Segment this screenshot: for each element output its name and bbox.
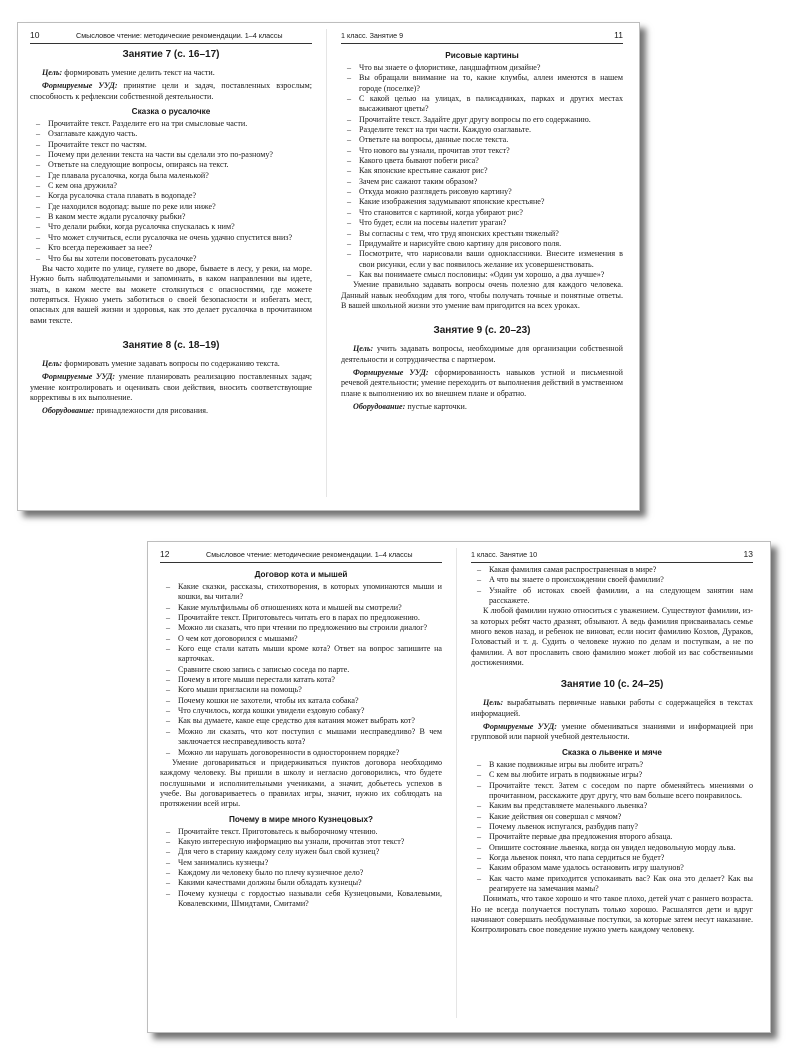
question-item: – Узнайте об истоках своей фамилии, а на следующем занятии нам расскажете.: [471, 586, 753, 607]
question-item: – Когда русалочка стала плавать в водопаде?: [30, 191, 312, 201]
question-item: – Можно ли сказать, что при чтении по предложению вы строили диалог?: [160, 623, 442, 633]
question-item: – Почему при делении текста на части вы сделали это по-разному?: [30, 150, 312, 160]
uud-text: умение планировать реализацию поставленных задач; умение контролировать и оценивать свои действия, вносить соответствующие коррективы в их выполнение.: [30, 372, 313, 402]
gutter: [456, 548, 457, 1018]
question-item: – Как японские крестьяне сажают рис?: [341, 166, 623, 176]
question-item: – Зачем рис сажают таким образом?: [341, 177, 623, 187]
book-spread-pages-10-11: [17, 22, 640, 511]
question-item: – Какие изображения задумывают японские крестьяне?: [341, 197, 623, 207]
equipment-label: Оборудование:: [353, 401, 406, 411]
question-list: [471, 760, 753, 894]
page-header: [341, 30, 623, 44]
question-item: – Прочитайте текст по частям.: [30, 140, 312, 150]
question-item: – Что бы вы хотели посоветовать русалочке?: [30, 254, 312, 264]
question-item: – Разделите текст на три части. Каждую озаглавьте.: [341, 125, 623, 135]
question-item: – Можно ли сказать, что кот поступил с мышами несправедливо? В чем заключается несправедливость кота?: [160, 727, 442, 748]
question-item: – Кто всегда переживает за нее?: [30, 243, 312, 253]
page-header: [160, 549, 442, 563]
page-content: [30, 46, 312, 417]
lesson-title: Занятие 8 (с. 18–19): [122, 339, 220, 351]
question-item: – Прочитайте текст. Затем с соседом по парте обменяйтесь мнениями о прочитанном, расскажите друг другу, что вам больше всего понравилось.: [471, 781, 753, 802]
question-list: [160, 827, 442, 910]
question-item: – Прочитайте текст. Приготовьтесь читать его в парах по предложению.: [160, 613, 442, 623]
story-title: Рисовые картины: [445, 51, 519, 60]
uud-text: сформированность навыков устной и письменной речевой деятельности; умение переходить от выполнения действий в умственном плане к выполнению их во внешнем плане и обратно.: [341, 367, 624, 398]
page-11: [329, 23, 635, 510]
uud-label: Формируемые УУД:: [353, 367, 429, 377]
question-item: – Что случилось, когда кошки увидели ездовую собаку?: [160, 706, 442, 716]
question-item: – Каждому ли человеку было по плечу кузнечное дело?: [160, 868, 442, 878]
uud-line: [341, 368, 623, 399]
question-item: – Придумайте и нарисуйте свою картину для рисового поля.: [341, 239, 623, 249]
question-item: – Прочитайте текст. Приготовьтесь к выборочному чтению.: [160, 827, 442, 837]
question-item: – Что становится с картиной, когда убирают рис?: [341, 208, 623, 218]
uud-line: [471, 722, 753, 743]
equipment-text: пустые карточки.: [405, 401, 467, 411]
question-item: – Вы согласны с тем, что труд японских крестьян тяжелый?: [341, 229, 623, 239]
question-item: – Кого мыши пригласили на помощь?: [160, 685, 442, 695]
question-item: – Какие мультфильмы об отношениях кота и мышей вы смотрели?: [160, 603, 442, 613]
equipment-line: [30, 406, 312, 416]
question-item: – Можно ли нарушать договоренности в одностороннем порядке?: [160, 748, 442, 758]
story-title: Почему в мире много Кузнецовых?: [228, 814, 374, 824]
paragraph: К любой фамилии нужно относиться с уважением. Существуют фамилии, из-за которых ребят часто дразнят, обзывают. А ведь фамилия присваивалась семье много веков назад, и ребенок не виноват, если носит фамилию Козлов, Дураков, Головастый и т. д. Судить о человеке нужно по делам и поступкам, а не по фамилии. А вот прославить свою фамилию может любой из вас собственными достижениями.: [471, 606, 753, 668]
goal-text: вырабатывать первичные навыки работы с содержащейся в текстах информацией.: [471, 698, 753, 718]
question-item: – В каком месте ждали русалочку рыбки?: [30, 212, 312, 222]
question-item: – Какая фамилия самая распространенная в мире?: [471, 565, 753, 575]
question-item: – Где плавала русалочка, когда была маленькой?: [30, 171, 312, 181]
question-item: – С кем она дружила?: [30, 181, 312, 191]
question-item: – Чем занимались кузнецы?: [160, 858, 442, 868]
question-item: – В какие подвижные игры вы любите играть?: [471, 760, 753, 770]
goal-label: Цель:: [42, 358, 63, 368]
page-13: [459, 542, 765, 1032]
question-item: – Что будет, если на посевы налетит ураган?: [341, 218, 623, 228]
page-content: [471, 565, 753, 936]
story-title: Сказка о львенке и мяче: [562, 747, 662, 757]
goal-line: [30, 68, 312, 78]
question-item: – Ответьте на вопросы, данные после текста.: [341, 135, 623, 145]
question-item: – Где находился водопад: выше по реке или ниже?: [30, 202, 312, 212]
question-item: – Каким образом маме удалось остановить игру шалунов?: [471, 863, 753, 873]
question-item: – Что делали рыбки, когда русалочка спускалась к ним?: [30, 222, 312, 232]
gutter: [326, 29, 327, 497]
goal-label: Цель:: [483, 698, 504, 708]
question-item: – Опишите состояние львенка, когда он увидел недовольную морду льва.: [471, 843, 753, 853]
lesson-title: Занятие 10 (с. 24–25): [560, 679, 664, 691]
story-title: Сказка о русалочке: [131, 107, 211, 117]
paragraph: Умение правильно задавать вопросы очень полезно для каждого человека. Данный навык необходим для того, чтобы получать точные и понятные ответы. В вашей школьной жизни это умение вам пригодится на всех уроках.: [341, 280, 623, 310]
uud-label: Формируемые УУД:: [483, 722, 557, 732]
question-item: – Озаглавьте каждую часть.: [30, 129, 312, 139]
page-number: 13: [743, 549, 753, 559]
question-item: – Почему кузнецы с гордостью называли себя Кузнецовыми, Ковалевыми, Ковалевскими, Шмидтами, Смитами?: [160, 889, 442, 910]
book-spread-pages-12-13: [147, 541, 771, 1033]
question-item: – Что вы знаете о флористике, ландшафтном дизайне?: [341, 63, 623, 73]
question-item: – Прочитайте текст. Задайте друг другу вопросы по его содержанию.: [341, 115, 623, 125]
page-12: [148, 542, 454, 1032]
question-item: – С кем вы любите играть в подвижные игры?: [471, 770, 753, 780]
goal-label: Цель:: [353, 344, 374, 354]
equipment-line: [341, 402, 623, 412]
goal-label: Цель:: [42, 68, 63, 77]
question-item: – Для чего в старину каждому селу нужен был свой кузнец?: [160, 847, 442, 857]
goal-line: [30, 359, 312, 369]
goal-line: [471, 698, 753, 719]
story-title: Договор кота и мышей: [254, 570, 348, 579]
question-item: – Когда львенок понял, что папа сердиться не будет?: [471, 853, 753, 863]
equipment-text: принадлежности для рисования.: [94, 406, 208, 416]
goal-text: учить задавать вопросы, необходимые для организации собственной деятельности и сотрудничества с партнером.: [341, 344, 623, 364]
running-title: 1 класс. Занятие 10: [471, 550, 538, 559]
question-list: [471, 565, 753, 606]
uud-line: [30, 372, 312, 403]
uud-text: умение обмениваться знаниями и информацией при групповой или парной учебной деятельности.: [471, 722, 754, 742]
uud-text: принятие цели и задач, поставленных взрослым; способность к рефлексии собственной деятельности.: [30, 81, 312, 101]
page-number: 11: [614, 30, 623, 40]
question-item: – Какими качествами должны были обладать кузнецы?: [160, 878, 442, 888]
question-item: – А что вы знаете о происхождении своей фамилии?: [471, 575, 753, 585]
uud-label: Формируемые УУД:: [42, 81, 118, 91]
question-item: – О чем кот договорился с мышами?: [160, 634, 442, 644]
question-list: [341, 63, 623, 280]
page-header: [471, 549, 753, 563]
page-header: [30, 30, 312, 44]
question-item: – Каким вы представляете маленького львенка?: [471, 801, 753, 811]
question-item: – С какой целью на улицах, в палисадниках, парках и других местах высаживают цветы?: [341, 94, 623, 115]
question-item: – Какие действия он совершал с мячом?: [471, 812, 753, 822]
paragraph: Умение договариваться и придерживаться пунктов договора необходимо каждому человеку. Вы пришли в школу и негласно договорились, что будете послушными и исполнительными учениками, а значит, добьетесь успехов в учебе. Вы договариваетесь о правилах игры, значит, нужно их соблюдать на протяжении всей игры.: [160, 757, 442, 809]
page-content: [160, 565, 442, 909]
running-title: Смысловое чтение: методические рекомендации. 1–4 классы: [76, 31, 283, 40]
question-item: – Какую интересную информацию вы узнали, прочитав этот текст?: [160, 837, 442, 847]
question-item: – Что может случиться, если русалочка не очень удачно спустится вниз?: [30, 233, 312, 243]
question-item: – Откуда можно разглядеть рисовую картину?: [341, 187, 623, 197]
lesson-title: Занятие 7 (с. 16–17): [122, 49, 220, 60]
question-item: – Прочитайте первые два предложения второго абзаца.: [471, 832, 753, 842]
paragraph: Вы часто ходите по улице, гуляете во дворе, бываете в лесу, у реки, на море. Нужно быть наблюдательными и запоминать, в каком направлении вы идете, знать, в каком месте вы можете столкнуться с опасностями, где можете потеряться. Нужно уметь заботиться о своей безопасности и избегать мест, опасных для вашей жизни и здоровья, как это делает русалочка в прочитанном вами тексте.: [30, 263, 312, 325]
question-item: – Почему львенок испугался, разбудив папу?: [471, 822, 753, 832]
uud-label: Формируемые УУД:: [42, 372, 116, 382]
lesson-title: Занятие 9 (с. 20–23): [433, 325, 531, 337]
page-number: 12: [160, 549, 170, 559]
goal-line: [341, 344, 623, 365]
question-item: – Вы обращали внимание на то, какие клумбы, аллеи имеются в нашем городе (поселке)?: [341, 73, 623, 94]
uud-line: [30, 81, 312, 102]
question-item: – Как часто маме приходится успокаивать вас? Как она это делает? Как вы реагируете на замечания мамы?: [471, 874, 753, 895]
equipment-label: Оборудование:: [42, 406, 95, 416]
question-item: – Сравните свою запись с записью соседа по парте.: [160, 665, 442, 675]
question-item: – Почему кошки не захотели, чтобы их катала собака?: [160, 696, 442, 706]
question-item: – Прочитайте текст. Разделите его на три смысловые части.: [30, 119, 312, 129]
paragraph: Понимать, что такое хорошо и что такое плохо, детей учат с раннего возраста. Но не всегда получается поступать только хорошо. Расшалятся дети и вдруг начинают совершать необдуманные поступки, за которые затем несут наказание. Контролировать свое поведение нужно уметь каждому человеку.: [471, 894, 753, 935]
question-item: – Как вы понимаете смысл пословицы: «Один ум хорошо, а два лучше»?: [341, 270, 623, 280]
question-item: – Кого еще стали катать мыши кроме кота? Ответ на вопрос запишите на карточках.: [160, 644, 442, 665]
question-item: – Что нового вы узнали, прочитав этот текст?: [341, 146, 623, 156]
running-title: 1 класс. Занятие 9: [341, 31, 404, 40]
question-list: [160, 582, 442, 758]
running-title: Смысловое чтение: методические рекомендации. 1–4 классы: [206, 550, 413, 559]
page-10: [18, 23, 324, 510]
question-item: – Какого цвета бывают побеги риса?: [341, 156, 623, 166]
question-item: – Почему в итоге мыши перестали катать кота?: [160, 675, 442, 685]
page-content: [341, 46, 623, 412]
page-number: 10: [30, 30, 40, 40]
goal-text: формировать умение задавать вопросы по содержанию текста.: [62, 358, 280, 368]
question-item: – Какие сказки, рассказы, стихотворения, в которых упоминаются мыши и кошки, вы читали?: [160, 582, 442, 603]
goal-text: формировать умение делить текст на части.: [62, 68, 215, 77]
question-item: – Ответьте на следующие вопросы, опираясь на текст.: [30, 160, 312, 170]
question-item: – Посмотрите, что нарисовали ваши одноклассники. Внесите изменения в свои рисунки, если у вас появилось желание их усовершенствовать.: [341, 249, 623, 270]
question-item: – Как вы думаете, какое еще средство для катания может выбрать кот?: [160, 716, 442, 726]
question-list: [30, 119, 312, 264]
